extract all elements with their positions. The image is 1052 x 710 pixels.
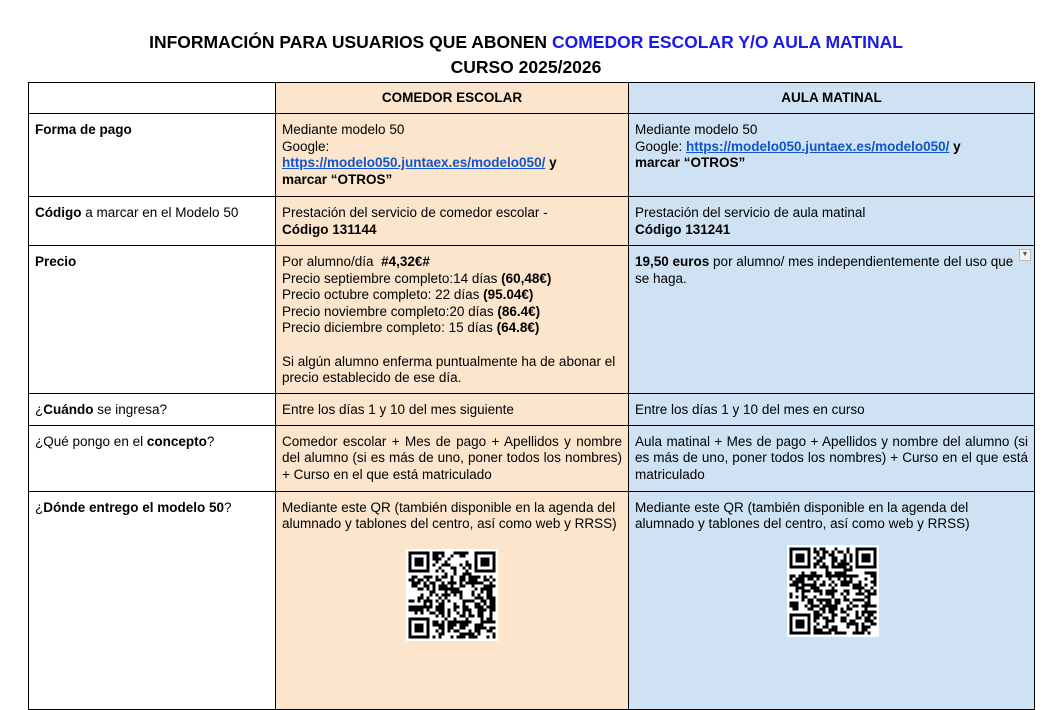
price-line bbox=[282, 254, 622, 271]
text: Mediante este QR (también disponible en la agenda del alumnado y tablones del centro, así como web y RRSS) bbox=[282, 499, 617, 531]
row-cuando bbox=[29, 394, 1035, 426]
title-highlight: COMEDOR ESCOLAR Y/O AULA MATINAL bbox=[551, 32, 903, 52]
price-value: #4,32€# bbox=[381, 254, 430, 269]
qr-code-image bbox=[406, 549, 498, 641]
text-line: Mediante modelo 50 bbox=[282, 122, 405, 137]
price-line bbox=[282, 304, 622, 321]
text-otros: marcar “OTROS” bbox=[635, 155, 746, 170]
code-value: Código 131144 bbox=[282, 221, 377, 237]
price-value: (95.04€) bbox=[483, 287, 534, 302]
price-value: 19,50 euros bbox=[635, 254, 710, 269]
text-otros: marcar “OTROS” bbox=[282, 171, 393, 187]
text-google: Google: bbox=[282, 138, 330, 154]
text-line: Mediante modelo 50 bbox=[635, 122, 758, 137]
label-concepto bbox=[29, 425, 276, 491]
row-donde bbox=[29, 491, 1035, 709]
price-value: (64.8€) bbox=[496, 320, 540, 335]
text: ¿ bbox=[35, 402, 44, 417]
qr-wrap bbox=[282, 533, 622, 703]
price-value: (60,48€) bbox=[501, 270, 552, 286]
cell-cuando-aula: Entre los días 1 y 10 del mes en curso bbox=[629, 394, 1035, 426]
header-row bbox=[29, 83, 1035, 114]
row-codigo bbox=[29, 197, 1035, 246]
qr-wrap bbox=[635, 533, 1028, 703]
text-y: y bbox=[949, 138, 961, 154]
qr-code-image bbox=[787, 545, 879, 637]
text: Precio diciembre completo: 15 días bbox=[282, 320, 497, 335]
row-precio bbox=[29, 246, 1035, 394]
header-empty bbox=[29, 83, 276, 114]
cell-donde-comedor bbox=[276, 491, 629, 709]
title-prefix: INFORMACIÓN PARA USUARIOS QUE ABONEN bbox=[149, 32, 552, 52]
modelo050-link[interactable]: https://modelo050.juntaex.es/modelo050/ bbox=[686, 138, 950, 154]
label-cuando bbox=[29, 394, 276, 426]
page-title bbox=[0, 32, 1052, 53]
cell-cuando-comedor: Entre los días 1 y 10 del mes siguiente bbox=[276, 394, 629, 426]
cell-donde-aula bbox=[629, 491, 1035, 709]
text: ? bbox=[206, 433, 215, 449]
header-comedor: COMEDOR ESCOLAR bbox=[276, 83, 629, 114]
cell-precio-aula bbox=[629, 246, 1035, 394]
dropdown-arrow-icon[interactable]: ▼ bbox=[1019, 249, 1031, 261]
label-forma-pago: Forma de pago bbox=[29, 114, 276, 197]
text-y: y bbox=[545, 155, 557, 170]
cell-codigo-comedor bbox=[276, 197, 629, 246]
text: por alumno/ mes independientemente del uso que se haga. bbox=[635, 254, 1014, 286]
price-line bbox=[282, 287, 622, 304]
text: ? bbox=[224, 499, 232, 515]
text: Precio octubre completo: 22 días bbox=[282, 287, 484, 302]
cell-concepto-aula: Aula matinal + Mes de pago + Apellidos y nombre del alumno (si es más de uno, poner todos los nombres) + Curso en el que está matriculado bbox=[629, 425, 1035, 491]
label-bold: Cuándo bbox=[43, 402, 94, 417]
text-line: Prestación del servicio de aula matinal bbox=[635, 205, 866, 220]
text: ¿Qué pongo en el bbox=[35, 433, 147, 449]
cell-precio-comedor bbox=[276, 246, 629, 394]
text: Por alumno/día bbox=[282, 254, 382, 269]
text-line: Prestación del servicio de comedor escolar - bbox=[282, 205, 548, 220]
price-line bbox=[282, 271, 622, 288]
page-subtitle: CURSO 2025/2026 bbox=[450, 57, 602, 77]
label-bold: Dónde entrego el modelo 50 bbox=[43, 499, 225, 515]
cell-forma-pago-aula bbox=[629, 114, 1035, 197]
header-aula: AULA MATINAL bbox=[629, 83, 1035, 114]
cell-forma-pago-comedor bbox=[276, 114, 629, 197]
text-google: Google: bbox=[635, 138, 687, 154]
label-bold: concepto bbox=[146, 433, 207, 449]
text: ¿ bbox=[35, 499, 44, 515]
text: Mediante este QR (también disponible en la agenda del alumnado y tablones del centro, así como web y RRSS) bbox=[635, 499, 970, 531]
text: se ingresa? bbox=[93, 402, 168, 417]
modelo050-link[interactable]: https://modelo050.juntaex.es/modelo050/ bbox=[282, 155, 546, 170]
row-concepto bbox=[29, 425, 1035, 491]
info-table bbox=[28, 82, 1035, 710]
label-rest: a marcar en el Modelo 50 bbox=[81, 205, 239, 220]
cell-codigo-aula bbox=[629, 197, 1035, 246]
cell-concepto-comedor: Comedor escolar + Mes de pago + Apellidos y nombre del alumno (si es más de uno, poner todos los nombres) + Curso en el que está matriculado bbox=[276, 425, 629, 491]
label-codigo bbox=[29, 197, 276, 246]
text: Precio noviembre completo:20 días bbox=[282, 303, 498, 319]
code-value: Código 131241 bbox=[635, 221, 731, 237]
row-forma-pago bbox=[29, 114, 1035, 197]
label-bold: Código bbox=[35, 205, 82, 220]
label-precio: Precio bbox=[29, 246, 276, 394]
text-line bbox=[282, 139, 622, 172]
text: Precio septiembre completo:14 días bbox=[282, 270, 502, 286]
text-line bbox=[635, 139, 1028, 156]
price-value: (86.4€) bbox=[497, 303, 541, 319]
label-donde bbox=[29, 491, 276, 709]
price-line bbox=[282, 320, 622, 337]
price-note: Si algún alumno enferma puntualmente ha de abonar el precio establecido de ese día. bbox=[282, 353, 616, 385]
